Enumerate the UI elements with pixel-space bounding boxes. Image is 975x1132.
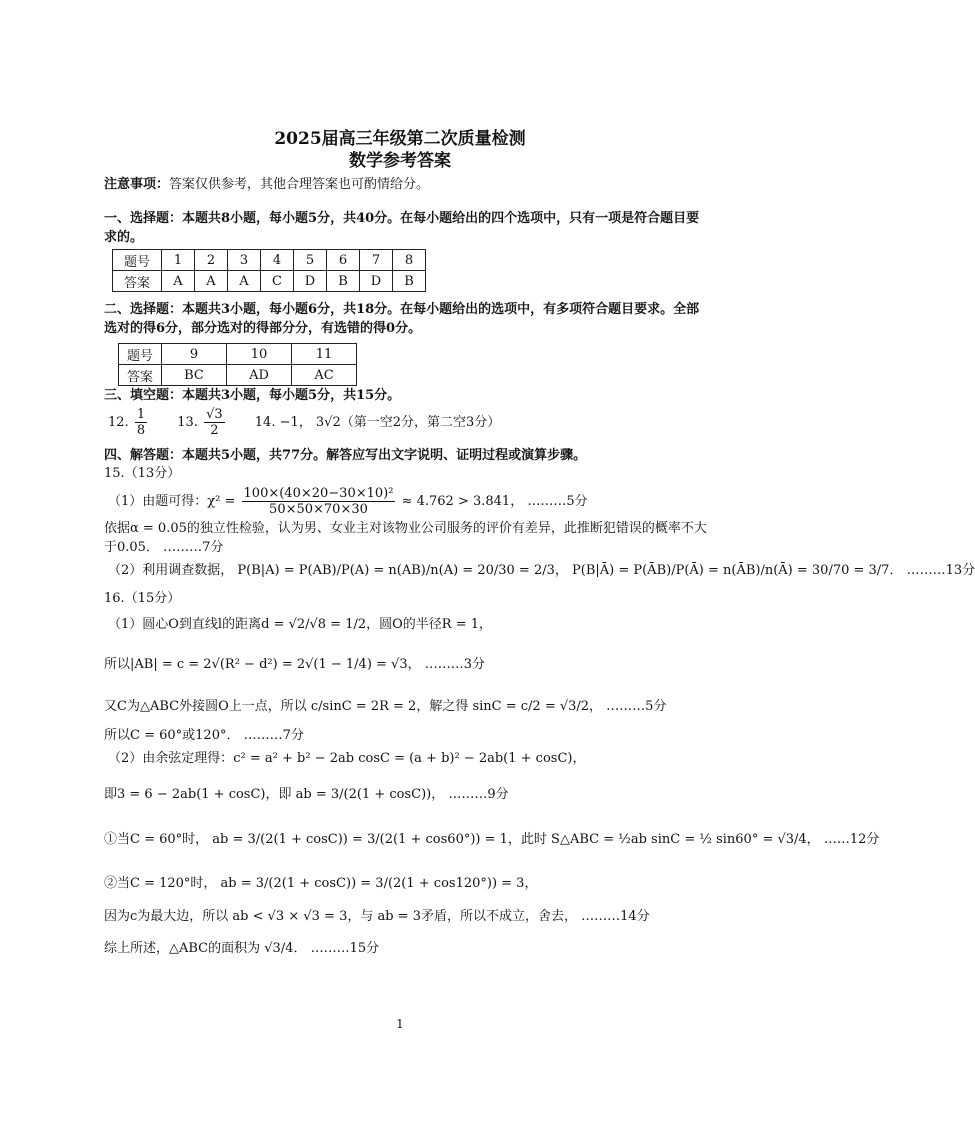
q16-line2: 所以|AB| = c = 2√(R² − d²) = 2√(1 − 1/4) = √3， ………3分 <box>104 657 486 672</box>
section2-answer-table <box>118 343 357 386</box>
q16-case1: ①当C = 60°时， ab = 3/(2(1 + cosC)) = 3/(2(1 + cos60°)) = 1，此时 S△ABC = ½ab sinC = ½ sin60° = √3/4， ……12分 <box>104 832 880 847</box>
note-text: 答案仅供参考，其他合理答案也可酌情给分。 <box>169 177 430 192</box>
q15-part1 <box>108 486 588 518</box>
q14-answer: 14. −1， 3√2（第一空2分，第二空3分） <box>254 415 501 430</box>
q15-chi-numerator: 100×(40×20−30×10)² <box>243 486 394 501</box>
q15-conclusion: 依据α = 0.05的独立性检验，认为男、女业主对该物业公司服务的评价有差异，此推断犯错误的概率不大 <box>104 521 707 536</box>
table-cell: D <box>294 271 327 292</box>
table-cell: 5 <box>294 250 327 271</box>
table-row <box>119 344 357 365</box>
q16-line3: 又C为△ABC外接圆O上一点，所以 c/sinC = 2R = 2，解之得 sinC = c/2 = √3/2， ………5分 <box>104 699 667 714</box>
section1-heading: 一、选择题：本题共8小题，每小题5分，共40分。在每小题给出的四个选项中，只有一项是符合题目要 <box>104 211 700 226</box>
document-subtitle: 数学参考答案 <box>349 151 451 171</box>
section4-heading: 四、解答题：本题共5小题，共77分。解答应写出文字说明、证明过程或演算步骤。 <box>104 448 587 463</box>
q16-conclusion: 综上所述，△ABC的面积为 √3/4． ………15分 <box>104 941 380 956</box>
table-cell: 10 <box>227 344 292 365</box>
table-row <box>113 271 426 292</box>
fill-in-answers <box>108 407 500 438</box>
table-row <box>119 365 357 386</box>
q16-line4: 所以C = 60°或120°． ………7分 <box>104 728 304 743</box>
table-cell: AD <box>227 365 292 386</box>
table-cell: 1 <box>162 250 195 271</box>
table-cell: 6 <box>327 250 360 271</box>
q15-chi-denominator: 50×50×70×30 <box>269 502 368 517</box>
q16-line5: （2）由余弦定理得：c² = a² + b² − 2ab cosC = (a + b)² − 2ab(1 + cosC)， <box>108 751 586 766</box>
table-cell: BC <box>162 365 227 386</box>
q15-chi-prefix: （1）由题可得：χ² = <box>108 494 236 509</box>
table-cell: 3 <box>228 250 261 271</box>
q12-denominator: 8 <box>136 423 146 438</box>
table-cell: A <box>195 271 228 292</box>
q15-chi-fraction <box>242 486 396 517</box>
document-title: 2025届高三年级第二次质量检测 <box>274 129 526 149</box>
q15-part2: （2）利用调查数据， P(B|A) = P(AB)/P(A) = n(AB)/n(A) = 20/30 = 2/3， P(B|Ā) = P(ĀB)/P(Ā) = n(ĀB)/n(Ā) = 30/70 = 3/7． ………13分 <box>108 563 975 578</box>
q16-case2: ②当C = 120°时， ab = 3/(2(1 + cosC)) = 3/(2(1 + cos120°)) = 3， <box>104 876 538 891</box>
table-cell: B <box>327 271 360 292</box>
table-cell: A <box>162 271 195 292</box>
q15-chi-suffix: ≈ 4.762 > 3.841， ………5分 <box>401 494 588 509</box>
table-cell: B <box>393 271 426 292</box>
table-cell: AC <box>292 365 357 386</box>
row-label: 题号 <box>119 344 162 365</box>
q15-conclusion-cont: 于0.05． ………7分 <box>104 540 224 555</box>
row-label: 答案 <box>119 365 162 386</box>
note-label: 注意事项： <box>104 177 170 192</box>
table-cell: 2 <box>195 250 228 271</box>
q12-answer <box>135 407 147 438</box>
section1-heading-cont: 求的。 <box>104 230 144 245</box>
table-row <box>113 250 426 271</box>
table-cell: 9 <box>162 344 227 365</box>
q12-numerator: 1 <box>136 407 146 422</box>
table-cell: C <box>261 271 294 292</box>
note-line <box>104 176 429 194</box>
q16-line6: 即3 = 6 − 2ab(1 + cosC)，即 ab = 3/(2(1 + cosC))， ………9分 <box>104 787 509 802</box>
q13-label: 13. <box>177 415 198 430</box>
row-label: 答案 <box>113 271 162 292</box>
section2-heading-cont: 选对的得6分，部分选对的得部分分，有选错的得0分。 <box>104 321 422 336</box>
row-label: 题号 <box>113 250 162 271</box>
section2-heading: 二、选择题：本题共3小题，每小题6分，共18分。在每小题给出的选项中，有多项符合题目要求。全部 <box>104 302 700 317</box>
section3-heading: 三、填空题：本题共3小题，每小题5分，共15分。 <box>104 388 401 403</box>
q16-case2-reason: 因为c为最大边，所以 ab < √3 × √3 = 3，与 ab = 3矛盾，所以不成立，舍去， ………14分 <box>104 909 650 924</box>
q15-label: 15.（13分） <box>104 466 181 481</box>
q12-label: 12. <box>108 415 129 430</box>
q13-answer <box>204 407 225 438</box>
table-cell: 11 <box>292 344 357 365</box>
section1-answer-table <box>112 249 426 292</box>
table-cell: 7 <box>360 250 393 271</box>
q16-label: 16.（15分） <box>104 591 181 606</box>
page-number: 1 <box>396 1017 404 1031</box>
q13-numerator: √3 <box>206 407 223 422</box>
table-cell: 4 <box>261 250 294 271</box>
q16-line1: （1）圆心O到直线l的距离d = √2/√8 = 1/2，圆O的半径R = 1， <box>108 617 493 632</box>
table-cell: D <box>360 271 393 292</box>
q13-denominator: 2 <box>210 423 219 438</box>
table-cell: 8 <box>393 250 426 271</box>
table-cell: A <box>228 271 261 292</box>
